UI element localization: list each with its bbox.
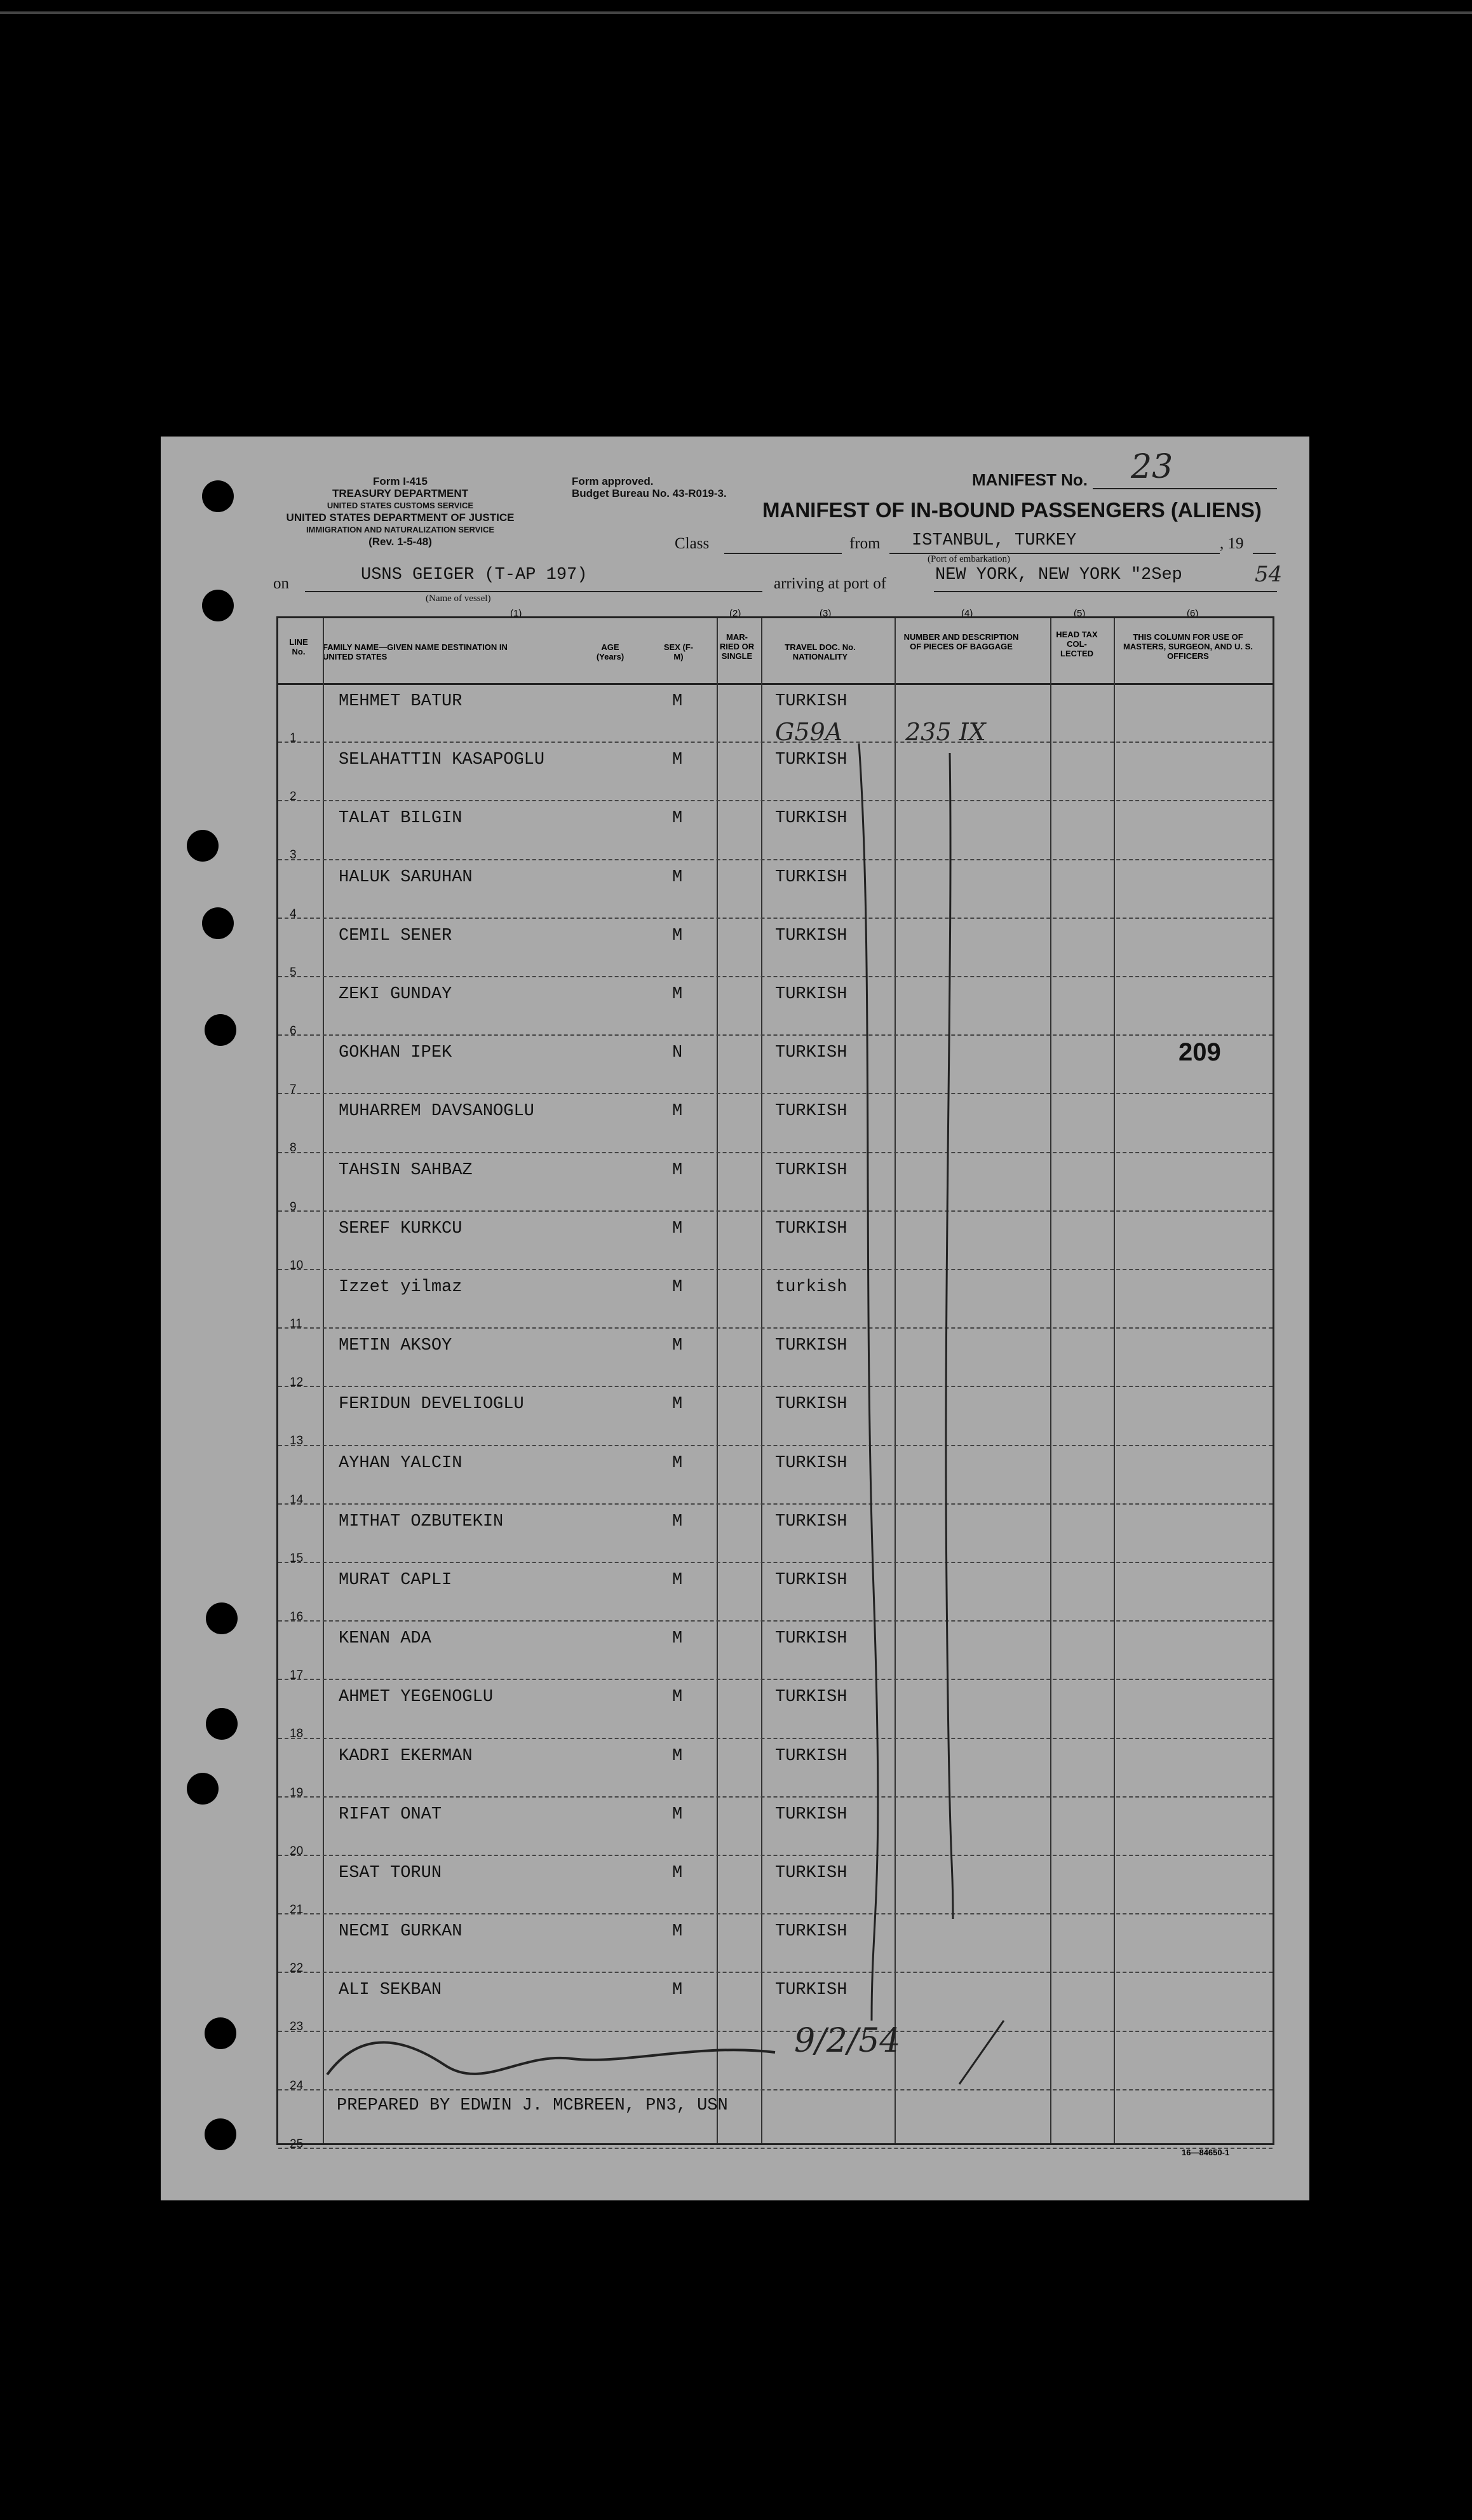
line-number: 3: [290, 848, 297, 862]
manifest-number-value: 23: [1131, 448, 1173, 486]
column-number: (6): [1187, 608, 1199, 619]
passenger-name: ZEKI GUNDAY: [339, 985, 452, 1004]
line-number: 17: [290, 1669, 304, 1683]
passenger-nationality: TURKISH: [775, 1219, 847, 1238]
passenger-sex: M: [672, 1278, 683, 1297]
line-number: 10: [290, 1258, 304, 1272]
year-label: , 19: [1220, 535, 1244, 552]
passenger-sex: M: [672, 926, 683, 945]
header-name: FAMILY NAME—GIVEN NAME DESTINATION IN UNITED STATES: [323, 642, 508, 661]
column-number: (1): [510, 608, 522, 619]
vessel-caption: (Name of vessel): [426, 593, 491, 604]
passenger-sex: N: [672, 1043, 683, 1063]
passenger-sex: M: [672, 1102, 683, 1121]
passenger-name: SEREF KURKCU: [339, 1219, 463, 1238]
header-married: MAR-RIED OR SINGLE: [719, 632, 755, 661]
passenger-nationality: TURKISH: [775, 1805, 847, 1824]
passenger-nationality: TURKISH: [775, 1571, 847, 1590]
passenger-sex: M: [672, 1512, 683, 1531]
passenger-name: HALUK SARUHAN: [339, 867, 473, 887]
arrival-year: 54: [1255, 562, 1283, 587]
port-embarkation-caption: (Port of embarkation): [928, 554, 1010, 564]
line-number: 25: [290, 2137, 304, 2151]
passenger-nationality: TURKISH: [775, 1629, 847, 1649]
passenger-sex: M: [672, 750, 683, 770]
form-code: 16—84650-1: [1182, 2148, 1230, 2157]
passenger-name: MEHMET BATUR: [339, 692, 463, 711]
prepared-by: PREPARED BY EDWIN J. MCBREEN, PN3, USN: [337, 2096, 728, 2115]
arriving-label: arriving at port of: [774, 575, 887, 592]
passenger-nationality: TURKISH: [775, 1512, 847, 1531]
passenger-nationality: TURKISH: [775, 1688, 847, 1707]
passenger-nationality: TURKISH: [775, 1043, 847, 1063]
passenger-nationality: TURKISH: [775, 1981, 847, 2000]
line-number: 9: [290, 1200, 297, 1214]
passenger-sex: M: [672, 692, 683, 711]
line-number: 12: [290, 1376, 304, 1390]
passenger-sex: M: [672, 1336, 683, 1356]
passenger-nationality: TURKISH: [775, 750, 847, 770]
passenger-nationality: TURKISH: [775, 985, 847, 1004]
vessel-name: USNS GEIGER (T-AP 197): [361, 566, 588, 585]
passenger-nationality: turkish: [775, 1278, 847, 1297]
passenger-name: MURAT CAPLI: [339, 1571, 452, 1590]
line-number: 20: [290, 1844, 304, 1858]
signature-date: 9/2/54: [794, 2022, 901, 2060]
passenger-name: AHMET YEGENOGLU: [339, 1688, 494, 1707]
passenger-name: ESAT TORUN: [339, 1864, 442, 1883]
line-number: 18: [290, 1727, 304, 1741]
passenger-sex: M: [672, 1688, 683, 1707]
passenger-name: KENAN ADA: [339, 1629, 431, 1649]
passenger-name: MUHARREM DAVSANOGLU: [339, 1102, 534, 1121]
passenger-name: RIFAT ONAT: [339, 1805, 442, 1824]
line-number: 6: [290, 1024, 297, 1038]
passenger-name: FERIDUN DEVELIOGLU: [339, 1395, 524, 1414]
passenger-nationality: TURKISH: [775, 926, 847, 945]
passenger-name: KADRI EKERMAN: [339, 1746, 473, 1766]
handwritten-baggage: 235 IX: [905, 718, 986, 746]
passenger-nationality: TURKISH: [775, 1453, 847, 1473]
budget-approval-block: Form approved. Budget Bureau No. 43-R019-3.: [572, 475, 727, 499]
passenger-sex: M: [672, 1395, 683, 1414]
line-number: 21: [290, 1903, 304, 1916]
passenger-name: NECMI GURKAN: [339, 1922, 463, 1942]
passenger-name: AYHAN YALCIN: [339, 1453, 463, 1473]
line-number: 2: [290, 790, 297, 804]
line-number: 22: [290, 1961, 304, 1975]
passenger-name: GOKHAN IPEK: [339, 1043, 452, 1063]
column-number: (3): [820, 608, 832, 619]
form-identifier-block: Form I-415 TREASURY DEPARTMENT UNITED STATES CUSTOMS SERVICE UNITED STATES DEPARTMENT OF JUSTICE IMMIGRATION AND NATURALIZATION SERVICE (Rev. 1-5-48): [286, 475, 515, 548]
passenger-nationality: TURKISH: [775, 1160, 847, 1180]
line-number: 5: [290, 965, 297, 979]
passenger-sex: M: [672, 1453, 683, 1473]
passenger-nationality: TURKISH: [775, 692, 847, 711]
header-sex: SEX (F-M): [663, 642, 694, 661]
header-travel-doc: TRAVEL DOC. No. NATIONALITY: [785, 642, 856, 661]
line-number: 24: [290, 2078, 304, 2092]
passenger-name: TALAT BILGIN: [339, 809, 463, 829]
passenger-name: MITHAT OZBUTEKIN: [339, 1512, 504, 1531]
header-line-no: LINE No.: [289, 637, 308, 656]
passenger-nationality: TURKISH: [775, 1864, 847, 1883]
passenger-name: METIN AKSOY: [339, 1336, 452, 1356]
passenger-sex: M: [672, 809, 683, 829]
manifest-number-label: MANIFEST No.: [972, 470, 1088, 489]
handwritten-travel-doc: G59A: [775, 718, 843, 746]
passenger-nationality: TURKISH: [775, 809, 847, 829]
embarkation-port: ISTANBUL, TURKEY: [912, 531, 1077, 550]
passenger-sex: M: [672, 1219, 683, 1238]
header-head-tax: HEAD TAX COL-LECTED: [1056, 630, 1098, 658]
line-number: 7: [290, 1083, 297, 1097]
class-label: Class: [675, 535, 710, 552]
header-age: AGE (Years): [596, 642, 625, 661]
line-number: 15: [290, 1551, 304, 1565]
passenger-sex: M: [672, 1922, 683, 1942]
officer-note-number: 209: [1178, 1038, 1221, 1066]
passenger-sex: M: [672, 1746, 683, 1766]
passenger-sex: M: [672, 1629, 683, 1649]
passenger-sex: M: [672, 1805, 683, 1824]
on-label: on: [273, 575, 289, 592]
line-number: 14: [290, 1493, 304, 1507]
passenger-name: Izzet yilmaz: [339, 1278, 463, 1297]
passenger-name: SELAHATTIN KASAPOGLU: [339, 750, 545, 770]
line-number: 8: [290, 1141, 297, 1155]
passenger-sex: M: [672, 867, 683, 887]
line-number: 4: [290, 907, 297, 921]
column-number: (2): [729, 608, 741, 619]
passenger-name: CEMIL SENER: [339, 926, 452, 945]
passenger-sex: M: [672, 985, 683, 1004]
passenger-sex: M: [672, 1160, 683, 1180]
header-officers: THIS COLUMN FOR USE OF MASTERS, SURGEON, AND U. S. OFFICERS: [1123, 632, 1253, 661]
passenger-nationality: TURKISH: [775, 1922, 847, 1942]
line-number: 1: [290, 731, 297, 745]
from-label: from: [849, 535, 881, 552]
passenger-nationality: TURKISH: [775, 1746, 847, 1766]
line-number: 16: [290, 1610, 304, 1623]
column-number: (5): [1074, 608, 1086, 619]
line-number: 11: [290, 1317, 302, 1331]
passenger-sex: M: [672, 1864, 683, 1883]
line-number: 19: [290, 1785, 304, 1799]
arrival-port: NEW YORK, NEW YORK "2Sep: [935, 566, 1182, 585]
passenger-nationality: TURKISH: [775, 1395, 847, 1414]
page-title: MANIFEST OF IN-BOUND PASSENGERS (ALIENS): [762, 498, 1262, 522]
passenger-sex: M: [672, 1981, 683, 2000]
column-number: (4): [961, 608, 973, 619]
passenger-nationality: TURKISH: [775, 1336, 847, 1356]
passenger-nationality: TURKISH: [775, 1102, 847, 1121]
passenger-name: TAHSIN SAHBAZ: [339, 1160, 473, 1180]
line-number: 23: [290, 2020, 304, 2034]
header-baggage: NUMBER AND DESCRIPTION OF PIECES OF BAGGAGE: [903, 632, 1019, 651]
passenger-sex: M: [672, 1571, 683, 1590]
passenger-name: ALI SEKBAN: [339, 1981, 442, 2000]
passenger-nationality: TURKISH: [775, 867, 847, 887]
line-number: 13: [290, 1434, 304, 1448]
